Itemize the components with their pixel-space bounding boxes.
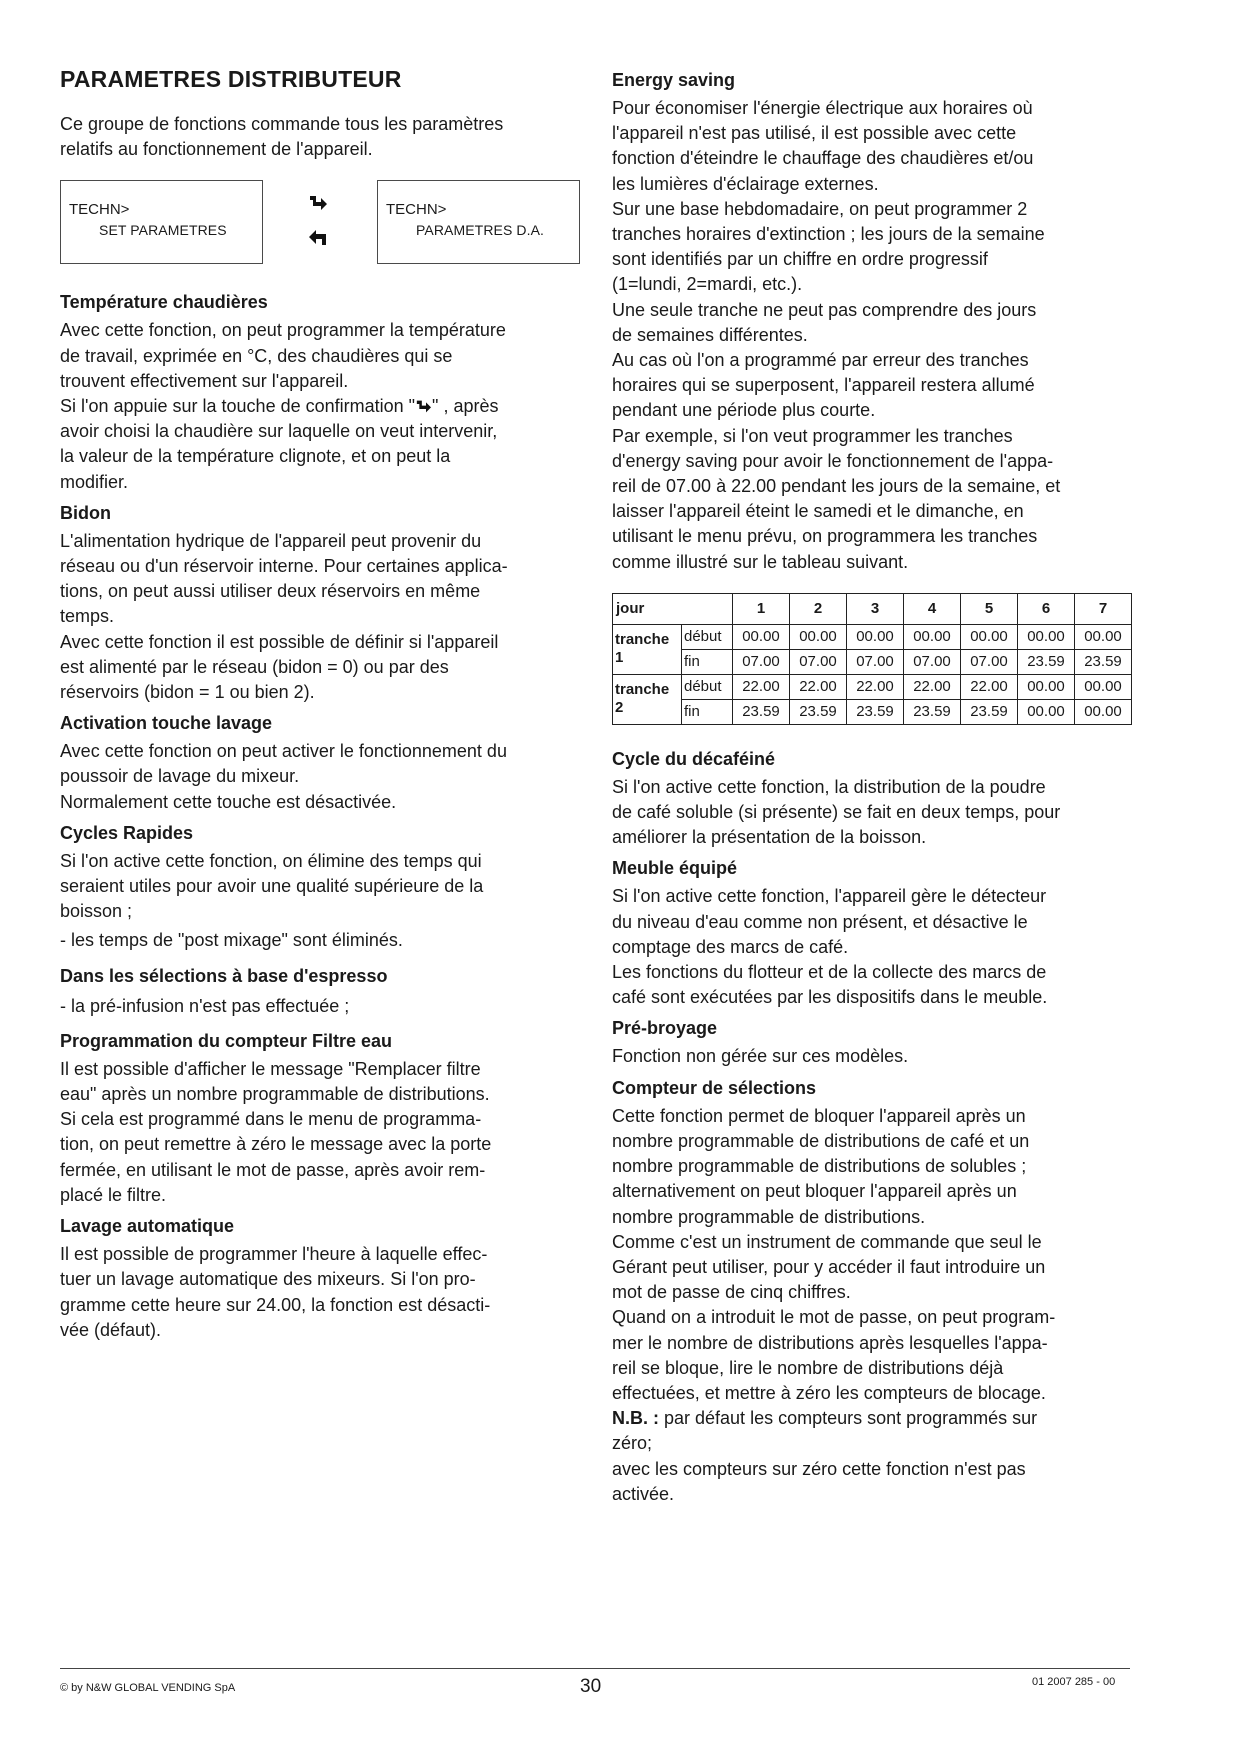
display-line-2: SET PARAMETRES [99,222,227,239]
table-cell: 00.00 [1018,674,1075,699]
table-cell: 00.00 [1075,699,1132,724]
footer-copyright: © by N&W GLOBAL VENDING SpA [60,1682,236,1694]
nb-text: par défaut les compteurs sont programmés sur zéro; [612,1408,1038,1454]
table-cell: 22.00 [790,674,847,699]
table-group-label: tranche 2 [613,674,682,724]
section-title-meuble-equipe: Meuble équipé [612,858,738,879]
table-cell: 23.59 [961,699,1018,724]
section-text: Si cela est programmé dans le menu de programma- tion, on peut remettre à zéro le message avec la porte fermée, en utilisant le mot de passe, après avoir rem- placé le filtre. [60,1109,492,1205]
table-header-day: 3 [847,593,904,624]
right-column [612,68,1142,1507]
display-line-1: TECHN> [386,201,447,219]
table-cell: 23.59 [733,699,790,724]
table-cell: 22.00 [847,674,904,699]
table-cell: 07.00 [733,649,790,674]
nb-note [612,1406,1142,1456]
table-group-label: tranche 1 [613,624,682,674]
section-title-decafeine: Cycle du décaféiné [612,748,776,769]
nb-label: N.B. : [612,1408,659,1429]
section-title-cycles-rapides: Cycles Rapides [60,822,194,843]
table-row-label: fin [682,699,733,724]
section-title-activation-lavage: Activation touche lavage [60,713,273,734]
table-cell: 23.59 [790,699,847,724]
section-text: avec les compteurs sur zéro cette fonction n'est pas activée. [612,1458,1026,1504]
section-text: - les temps de "post mixage" sont éliminés. [60,930,403,951]
table-header-day: 4 [904,593,961,624]
left-column [60,64,580,1343]
table-cell: 00.00 [1018,624,1075,649]
intro-text: Ce groupe de fonctions commande tous les paramètres relatifs au fonctionnement de l'appareil. [60,114,504,160]
section-text: - la pré-infusion n'est pas effectuée ; [60,995,350,1016]
table-row-label: début [682,674,733,699]
table-row-label: début [682,624,733,649]
table-cell: 00.00 [904,624,961,649]
confirm-arrow-icon [308,194,328,212]
section-text: Pour économiser l'énergie électrique aux horaires où l'appareil n'est pas utilisé, il est possible avec cette fonction d'éteindre le chauffage des chaudières et/ou les lumières d'éclairage externes. [612,98,1034,194]
display-diagram [60,180,580,268]
energy-saving-table [612,593,1132,725]
section-text: Avec cette fonction il est possible de définir si l'appareil est alimenté par le réseau (bidon = 0) ou par des réservoirs (bidon = 1 ou bien 2). [60,631,499,703]
section-text: Comme c'est un instrument de commande que seul le Gérant peut utiliser, pour y accéder il faut introduire un mot de passe de cinq chiffres. [612,1231,1046,1303]
section-text: Cette fonction permet de bloquer l'appareil après un nombre programmable de distributions de café et un nombre programmable de distributions de solubles ; alternativement on peut bloquer l'appareil après un nombre programmable de distributions. [612,1105,1030,1227]
table-row [613,699,1132,724]
table-row [613,649,1132,674]
table-row [613,624,1132,649]
section-title-energy-saving: Energy saving [612,70,736,90]
section-text: Si l'on active cette fonction, la distribution de la poudre de café soluble (si présente) se fait en deux temps, pour améliorer la présentation de la boisson. [612,776,1061,848]
section-title-bidon: Bidon [60,502,111,523]
table-header-label: jour [613,593,733,624]
section-text: Quand on a introduit le mot de passe, on peut program- mer le nombre de distributions après lesquelles l'appa- reil se bloque, lire le nombre de distributions déjà effectuées, et mettre à zéro les compteurs de blocage. [612,1307,1056,1403]
section-text: Par exemple, si l'on veut programmer les tranches d'energy saving pour avoir le fonctionnement de l'appa- reil de 07.00 à 22.00 pendant les jours de la semaine, et laisser l'appareil éteint le samedi et le dimanche, en utilisant le menu prévu, on programmera les tranches comme illustré sur le tableau suivant. [612,425,1061,572]
table-cell: 07.00 [961,649,1018,674]
table-cell: 23.59 [1018,649,1075,674]
section-title-temperature: Température chaudières [60,292,268,313]
confirm-arrow-icon [415,399,432,414]
table-header-day: 6 [1018,593,1075,624]
table-cell: 23.59 [847,699,904,724]
table-header-day: 7 [1075,593,1132,624]
section-text: Avec cette fonction on peut activer le fonctionnement du poussoir de lavage du mixeur. [60,741,507,787]
display-line-1: TECHN> [69,201,130,219]
section-text: L'alimentation hydrique de l'appareil peut provenir du réseau ou d'un réservoir interne. Pour certaines applica- tions, on peut aussi utiliser deux réservoirs en même temps. [60,530,508,627]
display-box-set-parametres [60,180,263,264]
section-title-compteur-selections: Compteur de sélections [612,1077,817,1098]
section-title-espresso: Dans les sélections à base d'espresso [60,965,388,986]
section-text: Fonction non gérée sur ces modèles. [612,1046,909,1067]
table-header-row [613,593,1132,624]
section-text: Il est possible de programmer l'heure à laquelle effec- tuer un lavage automatique des mixeurs. Si l'on pro- gramme cette heure sur 24.00, la fonction est désacti- vée (défaut). [60,1244,491,1340]
table-cell: 07.00 [847,649,904,674]
table-cell: 00.00 [790,624,847,649]
table-header-day: 5 [961,593,1018,624]
section-title-filtre-eau: Programmation du compteur Filtre eau [60,1030,393,1051]
section-text: Il est possible d'afficher le message "Remplacer filtre eau" après un nombre programmable de distributions. [60,1058,490,1105]
section-title-lavage-automatique: Lavage automatique [60,1216,235,1237]
table-cell: 23.59 [904,699,961,724]
table-cell: 00.00 [847,624,904,649]
section-title-pre-broyage: Pré-broyage [612,1018,718,1039]
table-row-label: fin [682,649,733,674]
table-header-day: 1 [733,593,790,624]
table-cell: 22.00 [733,674,790,699]
section-text: Avec cette fonction, on peut programmer la température de travail, exprimée en °C, des chaudières qui se trouvent effectivement sur l'appareil. [60,320,506,391]
page-number: 30 [580,1676,602,1697]
table-row [613,674,1132,699]
table-cell: 07.00 [904,649,961,674]
table-cell: 00.00 [961,624,1018,649]
section-text: Sur une base hebdomadaire, on peut programmer 2 tranches horaires d'extinction ; les jours de la semaine sont identifiés par un chiffre en ordre progressif (1=lundi, 2=mardi, etc.). [612,198,1045,295]
table-cell: 00.00 [1075,624,1132,649]
table-cell: 07.00 [790,649,847,674]
section-text: Une seule tranche ne peut pas comprendre des jours de semaines différentes. [612,299,1037,345]
section-text: Les fonctions du flotteur et de la collecte des marcs de café sont exécutées par les dispositifs dans le meuble. [612,962,1048,1008]
table-cell: 00.00 [733,624,790,649]
table-cell: 23.59 [1075,649,1132,674]
display-box-parametres-da [377,180,580,264]
table-cell: 22.00 [904,674,961,699]
table-cell: 00.00 [1075,674,1132,699]
document-code: 01 2007 285 - 00 [1032,1676,1116,1688]
section-text: Si l'on appuie sur la touche de confirmation " " , après avoir choisi la chaudière sur laquelle on veut intervenir, la valeur de la température clignote, et on peut la modifier. [60,396,499,492]
display-line-2: PARAMETRES D.A. [416,222,545,239]
table-cell: 00.00 [1018,699,1075,724]
page-title: PARAMETRES DISTRIBUTEUR [60,66,402,92]
section-text: Si l'on active cette fonction, on élimine des temps qui seraient utiles pour avoir une qualité supérieure de la boisson ; [60,850,484,922]
section-text: Normalement cette touche est désactivée. [60,791,397,812]
back-arrow-icon [308,228,328,246]
section-text: Si l'on active cette fonction, l'appareil gère le détecteur du niveau d'eau comme non présent, et désactive le comptage des marcs de café. [612,886,1047,957]
table-header-day: 2 [790,593,847,624]
section-text: Au cas où l'on a programmé par erreur des tranches horaires qui se superposent, l'appareil restera allumé pendant une période plus courte. [612,350,1035,421]
footer-divider [60,1668,1130,1669]
table-cell: 22.00 [961,674,1018,699]
